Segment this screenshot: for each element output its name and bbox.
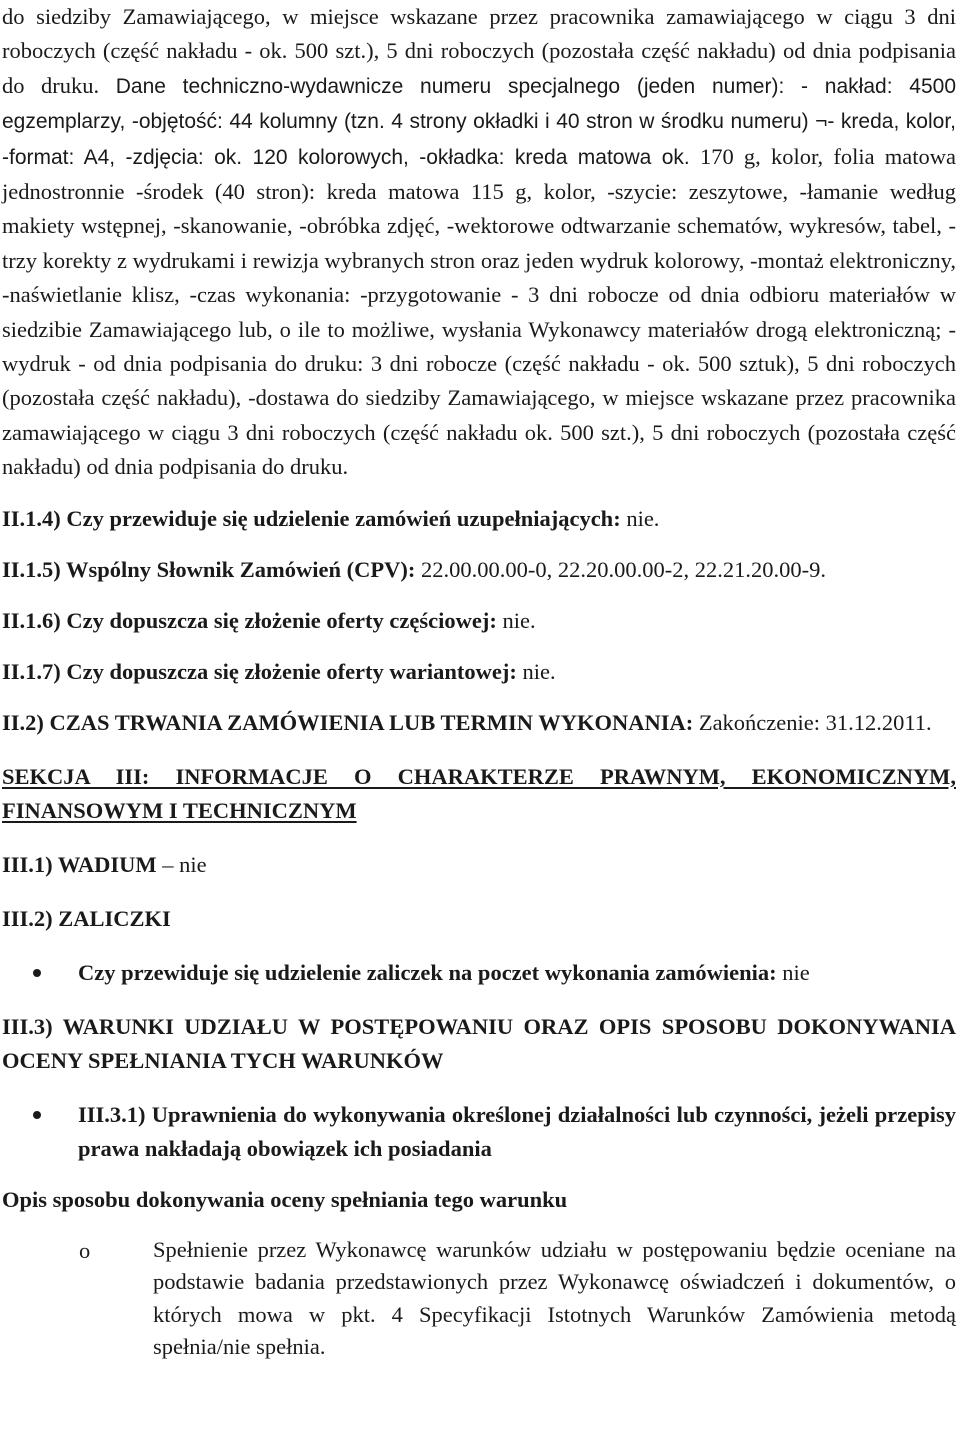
uprawnienia-list xyxy=(2,1098,956,1166)
zaliczki-list xyxy=(2,956,956,990)
question-ii-1-4 xyxy=(2,502,956,536)
section-title: SEKCJA III: INFORMACJE O CHARAKTERZE PRAWNYM, EKONOMICZNYM, FINANSOWYM I TECHNICZNYM xyxy=(2,763,956,823)
item-label: III.2) ZALICZKI xyxy=(2,905,171,931)
question-label: II.1.7) Czy dopuszcza się złożenie oferty wariantowej: xyxy=(2,658,517,684)
iii-2-zaliczki xyxy=(2,902,956,936)
question-label: II.1.5) Wspólny Słownik Zamówień (CPV): xyxy=(2,556,416,582)
question-value: Zakończenie: 31.12.2011. xyxy=(693,709,932,735)
circle-bullet-icon: o xyxy=(79,1237,91,1263)
iii-3-heading xyxy=(2,1010,956,1078)
question-label: II.1.6) Czy dopuszcza się złożenie oferty częściowej: xyxy=(2,607,497,633)
item-text: Spełnienie przez Wykonawcę warunków udziału w postępowaniu będzie oceniane na podstawie badania przedstawionych przez Wykonawcę oświadczeń i dokumentów, o których mowa w pkt. 4 Specyfikacji Istotnych Warunków Zamówienia metodą spełnia/nie spełnia. xyxy=(153,1236,956,1360)
item-label: Czy przewiduje się udzielenie zaliczek na poczet wykonania zamówienia: xyxy=(78,959,777,985)
list-item xyxy=(2,1098,956,1166)
question-ii-1-7 xyxy=(2,655,956,689)
intro-text-2: Dane techniczno-wydawnicze numeru specjalnego (jeden numer): - nakład: 4500 egzemplarzy, -objętość: 44 kolumny (tzn. 4 strony okładki i 40 stron w środku numeru) ¬- kreda, kolor, -format: A4, -zdjęcia: ok. 120 kolorowych, -okładka: kreda matowa ok. xyxy=(2,74,956,169)
question-value: nie. xyxy=(516,658,556,684)
question-ii-1-5 xyxy=(2,553,956,587)
question-value: 22.00.00.00-0, 22.20.00.00-2, 22.21.20.00-9. xyxy=(415,556,827,582)
item-label: III.1) WADIUM xyxy=(2,851,157,877)
opis-heading xyxy=(2,1183,956,1217)
intro-text-1: do siedziby Zamawiającego, w miejsce wskazane przez pracownika zamawiającego w ciągu 3 dni roboczych (część nakładu - ok. 500 szt.), 5 dni roboczych (pozostała część nakładu) od dnia podpisania do druku. xyxy=(2,4,956,98)
opis-list xyxy=(2,1234,956,1364)
item-text: III.3.1) Uprawnienia do wykonywania określonej działalności lub czynności, jeżeli przepisy prawa nakładają obowiązek ich posiadania xyxy=(78,1101,956,1161)
item-value: – nie xyxy=(156,851,207,877)
intro-text-3: 170 g, kolor, folia matowa jednostronnie -środek (40 stron): kreda matowa 115 g, kolor, -szycie: zeszytowe, -łamanie według makiety wstępnej, -skanowanie, -obróbka zdjęć, -wektorowe odtwarzanie schematów, wykresów, tabel, -trzy korekty z wydrukami i rewizja wybranych stron oraz jeden wydruk kolorowy, -montaż elektroniczny, -naświetlanie klisz, -czas wykonania: -przygotowanie - 3 dni robocze od dnia odbioru materiałów w siedzibie Zamawiającego lub, o ile to możliwe, wysłania Wykonawcy materiałów drogą elektroniczną; -wydruk - od dnia podpisania do druku: 3 dni robocze (część nakładu - ok. 500 sztuk), 5 dni roboczych (pozostała część nakładu), -dostawa do siedziby Zamawiającego, w miejsce wskazane przez pracownika zamawiającego w ciągu 3 dni roboczych (część nakładu ok. 500 szt.), 5 dni roboczych (pozostała część nakładu) od dnia podpisania do druku. xyxy=(2,143,957,480)
question-value: nie. xyxy=(620,505,660,531)
intro-paragraph xyxy=(2,0,956,485)
question-label: II.1.4) Czy przewiduje się udzielenie zamówień uzupełniających: xyxy=(2,505,621,531)
iii-1-wadium xyxy=(2,848,956,882)
heading-text: Opis sposobu dokonywania oceny spełniania tego warunku xyxy=(2,1186,568,1212)
question-ii-2 xyxy=(2,706,956,740)
item-value: nie xyxy=(776,959,810,985)
question-label: II.2) CZAS TRWANIA ZAMÓWIENIA LUB TERMIN WYKONANIA: xyxy=(2,709,694,735)
heading-text: III.3) WARUNKI UDZIAŁU W POSTĘPOWANIU ORAZ OPIS SPOSOBU DOKONYWANIA OCENY SPEŁNIANIA TYCH WARUNKÓW xyxy=(2,1013,956,1073)
bullet-icon xyxy=(33,969,41,977)
list-item xyxy=(2,1234,956,1364)
question-value: nie. xyxy=(496,607,536,633)
bullet-icon xyxy=(33,1111,41,1119)
section-iii-heading xyxy=(2,760,956,828)
list-item xyxy=(2,956,956,990)
question-ii-1-6 xyxy=(2,604,956,638)
